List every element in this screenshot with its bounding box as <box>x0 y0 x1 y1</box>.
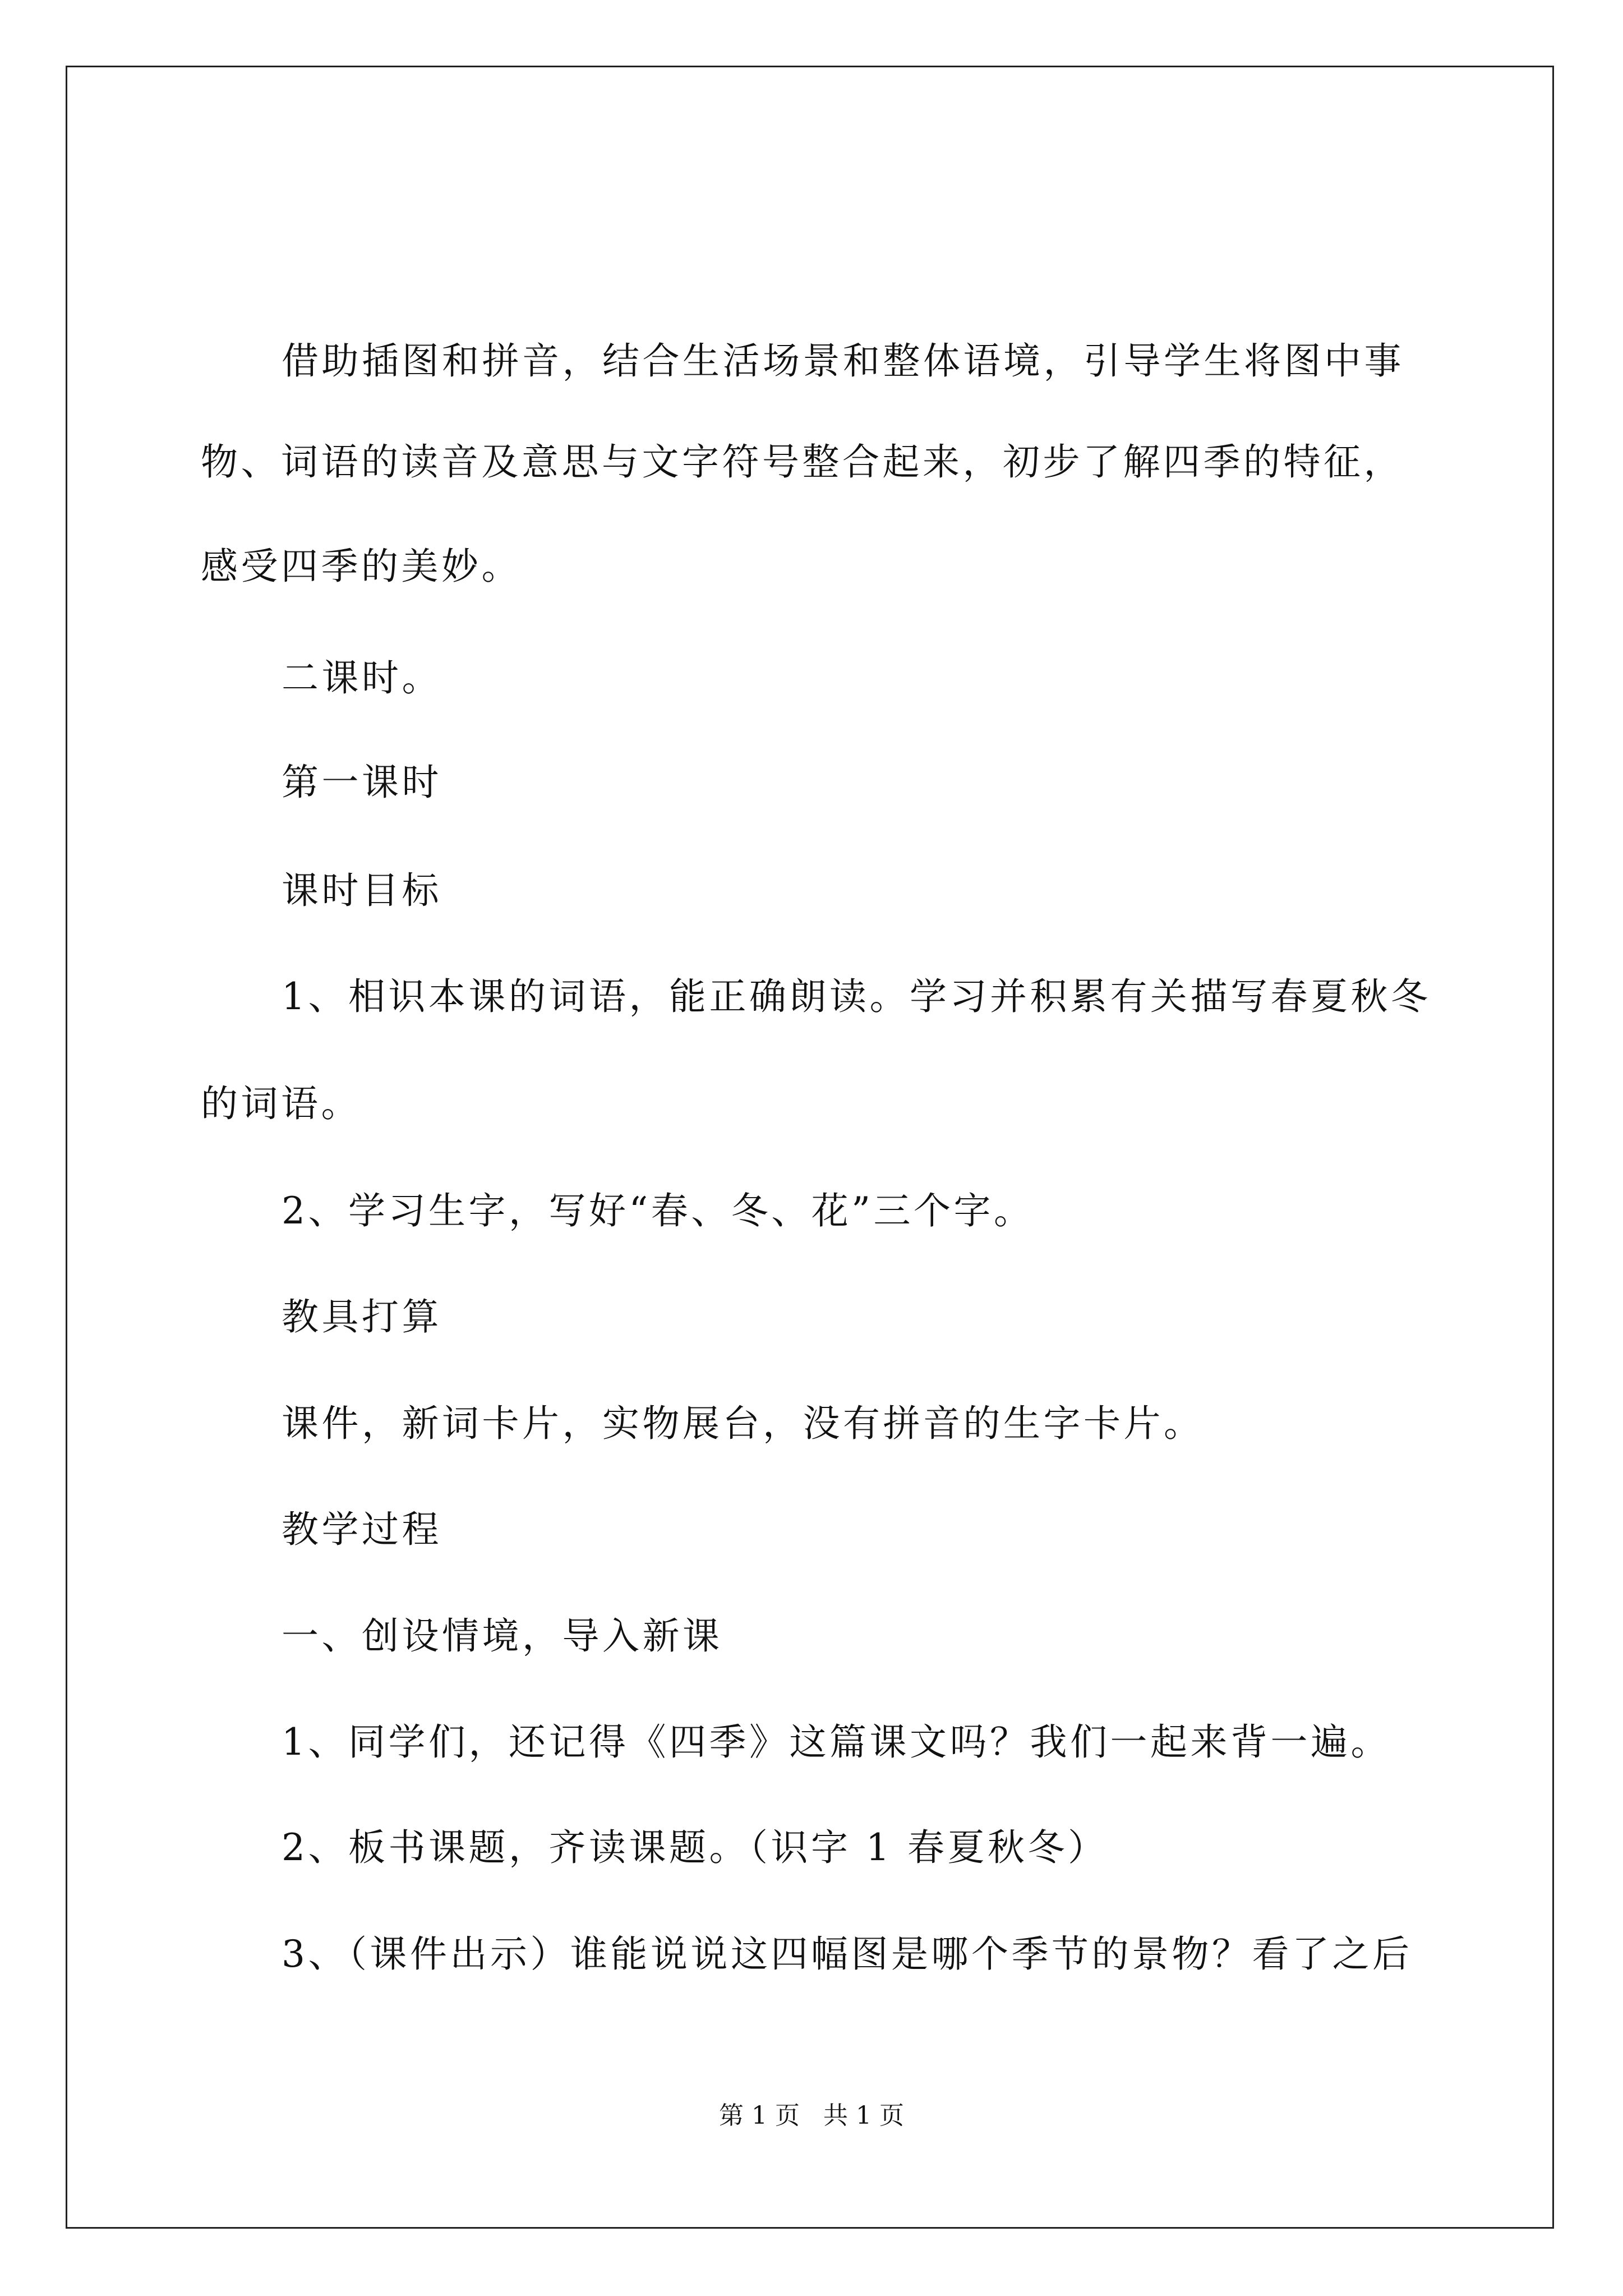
paragraph-line-5: 第一课时 <box>282 761 442 804</box>
paragraph-line-10: 教具打算 <box>282 1295 442 1338</box>
page-border <box>66 66 1554 2229</box>
paragraph-line-11: 课件，新词卡片，实物展台，没有拼音的生字卡片。 <box>282 1402 1204 1445</box>
paragraph-line-13: 一、创设情境，导入新课 <box>282 1614 723 1658</box>
paragraph-line-4: 二课时。 <box>282 656 442 700</box>
page-footer: 第 1 页 共 1 页 <box>719 2101 904 2130</box>
paragraph-line-7: 1、相识本课的词语，能正确朗读。学习并积累有关描写春夏秋冬 <box>282 975 1431 1018</box>
paragraph-line-14: 1、同学们，还记得《四季》这篇课文吗？我们一起来背一遍。 <box>282 1720 1391 1764</box>
paragraph-line-8: 的词语。 <box>201 1082 361 1125</box>
paragraph-line-15: 2、板书课题，齐读课题。（识字 1 春夏秋冬） <box>282 1826 1108 1869</box>
paragraph-line-12: 教学过程 <box>282 1508 442 1551</box>
paragraph-line-6: 课时目标 <box>282 869 442 912</box>
paragraph-line-3: 感受四季的美妙。 <box>201 545 522 588</box>
paragraph-line-16: 3、（课件出示）谁能说说这四幅图是哪个季节的景物？看了之后 <box>282 1932 1413 1976</box>
paragraph-line-9: 2、学习生字，写好“春、冬、花”三个字。 <box>282 1189 1034 1232</box>
paragraph-line-2: 物、词语的读音及意思与文字符号整合起来，初步了解四季的特征， <box>201 440 1404 484</box>
paragraph-line-1: 借助插图和拼音，结合生活场景和整体语境，引导学生将图中事 <box>282 339 1404 383</box>
